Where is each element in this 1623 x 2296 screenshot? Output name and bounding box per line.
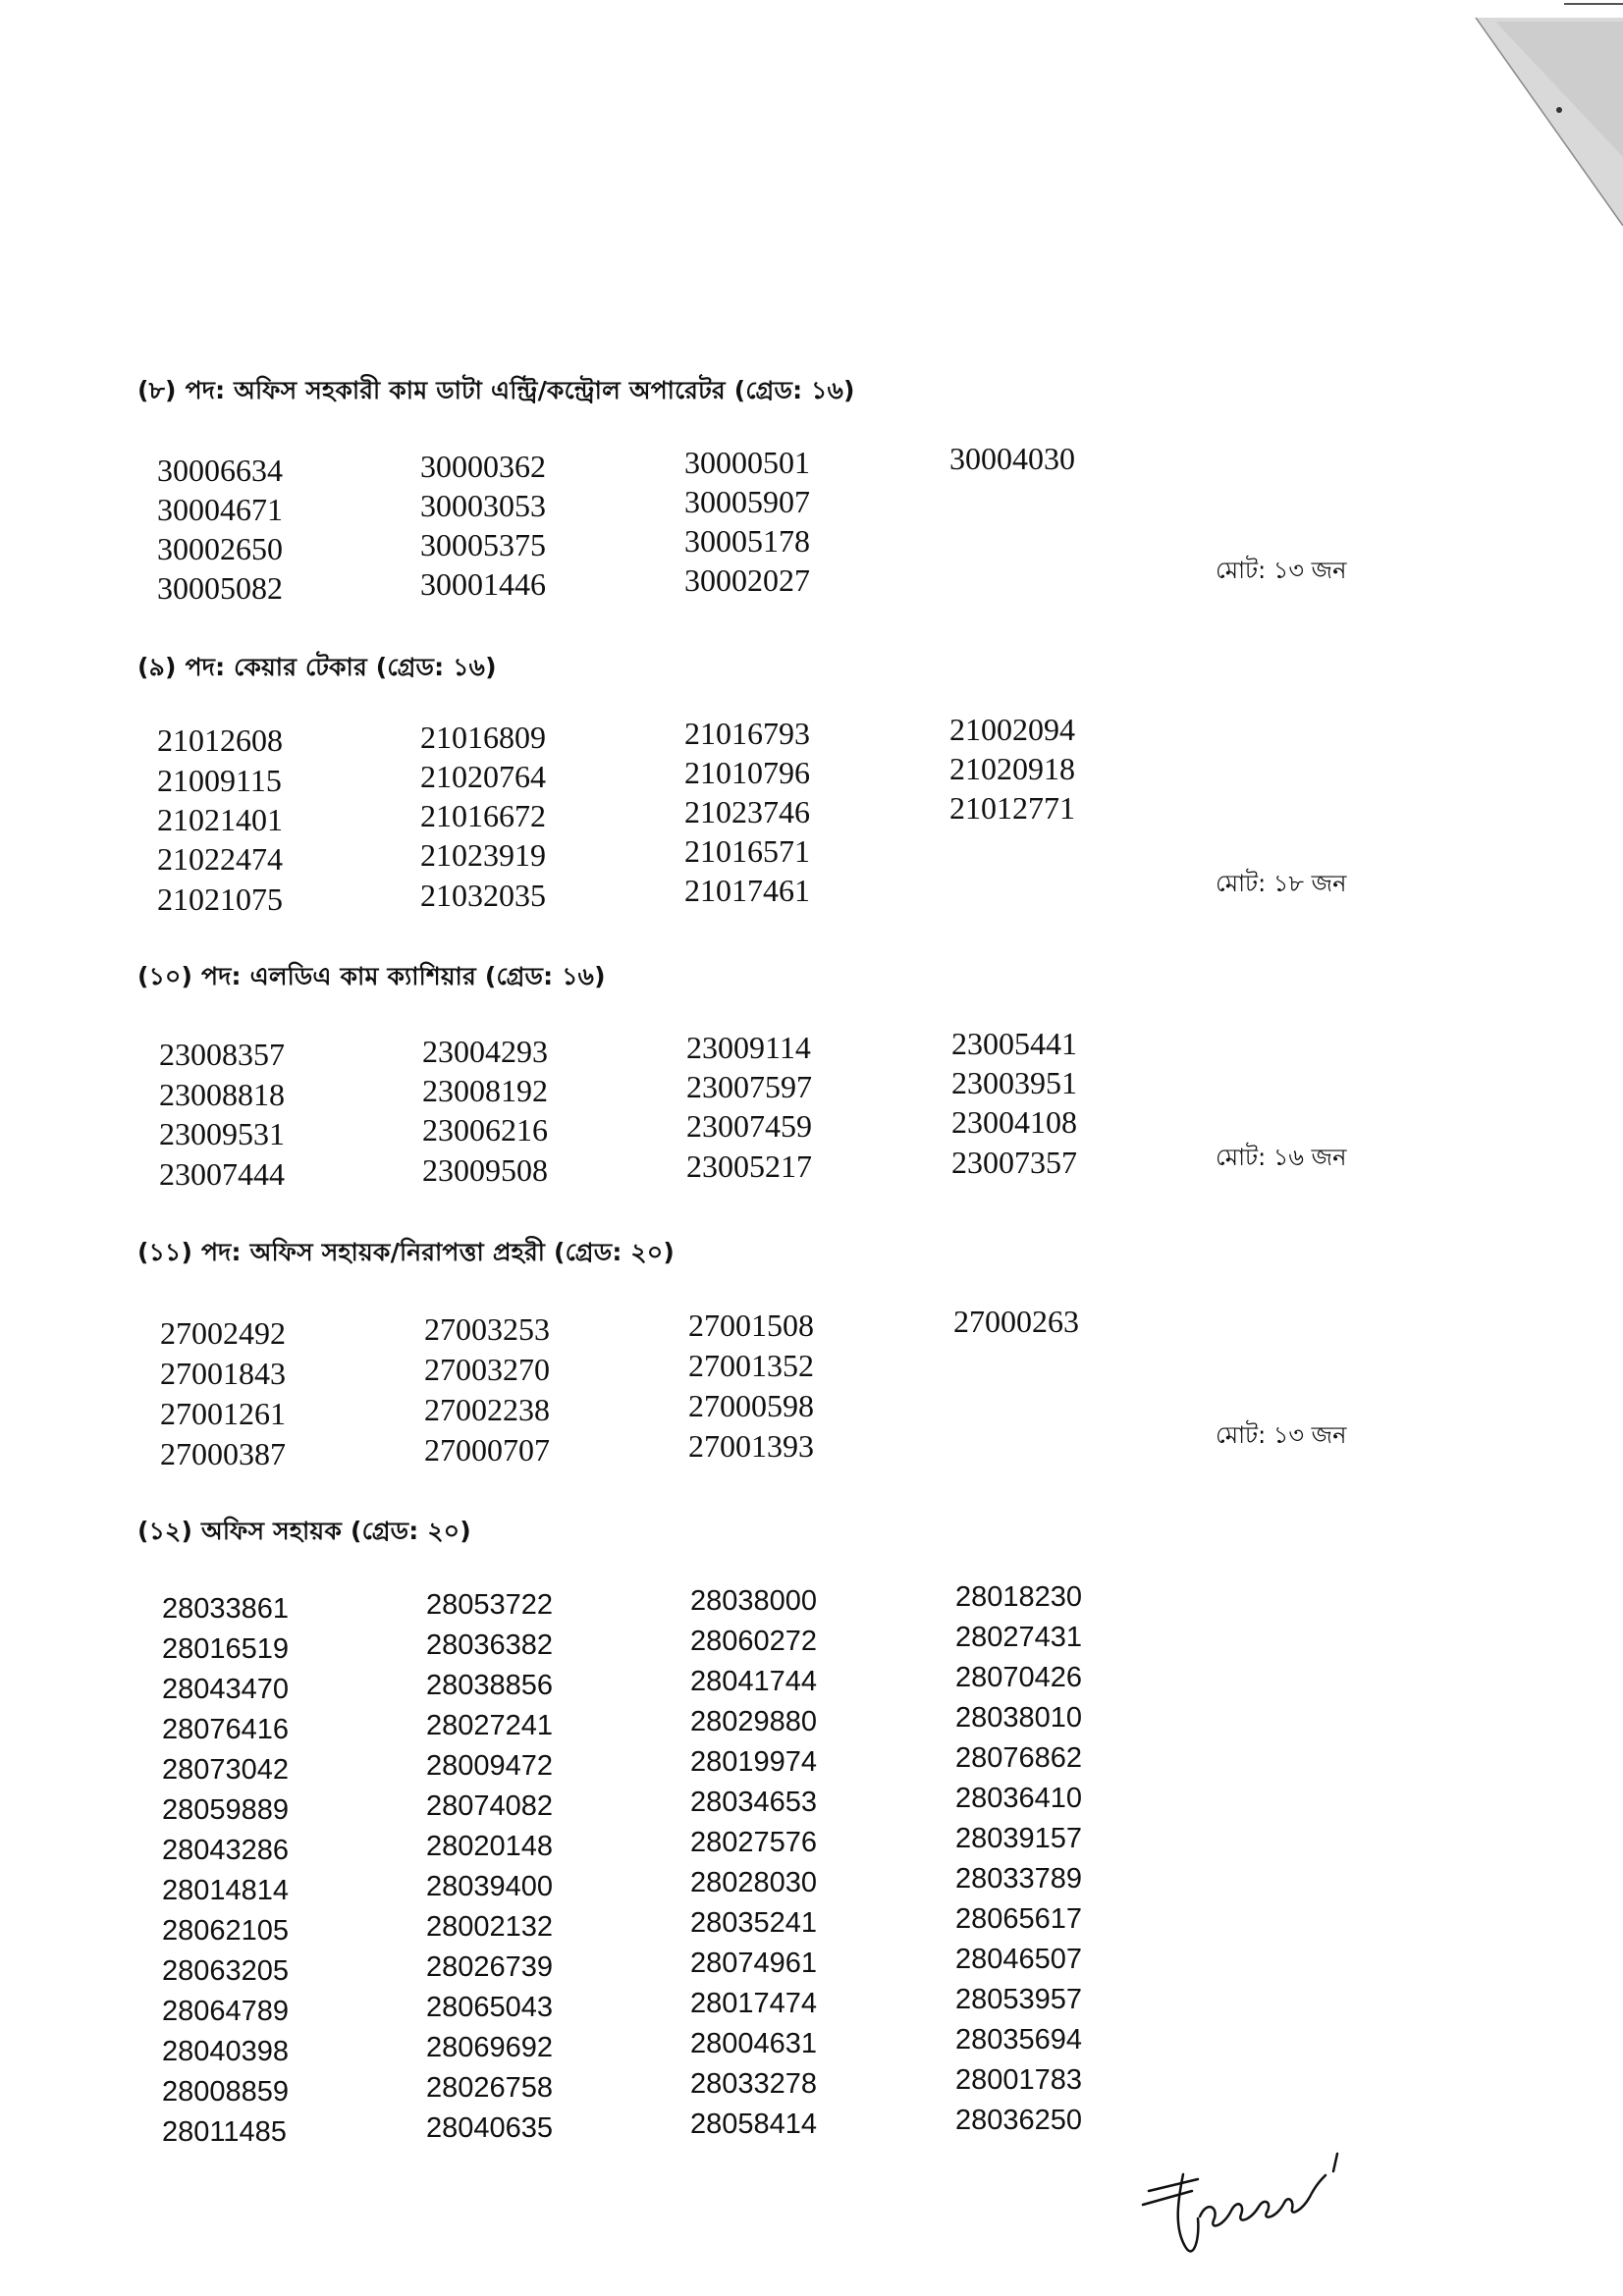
roll-number: 27000387 bbox=[160, 1436, 286, 1471]
roll-number: 28028030 bbox=[690, 1867, 818, 1898]
roll-number: 27001393 bbox=[688, 1428, 814, 1464]
roll-number: 28065617 bbox=[955, 1903, 1083, 1935]
roll-number: 21010796 bbox=[684, 755, 810, 790]
roll-number: 28043286 bbox=[162, 1835, 290, 1866]
roll-number: 28076416 bbox=[162, 1714, 290, 1745]
roll-number: 23008818 bbox=[159, 1077, 285, 1112]
roll-number: 28053957 bbox=[955, 1984, 1083, 2015]
roll-number: 21016809 bbox=[420, 720, 546, 755]
roll-number: 28063205 bbox=[162, 1955, 290, 1987]
roll-number: 28017474 bbox=[690, 1988, 818, 2019]
roll-number: 28002132 bbox=[426, 1911, 554, 1943]
roll-number: 28035694 bbox=[955, 2024, 1083, 2056]
roll-number: 28020148 bbox=[426, 1831, 554, 1862]
roll-number: 30005375 bbox=[420, 527, 546, 562]
total-count: মোট: ১৩ জন bbox=[1216, 1421, 1347, 1449]
roll-number: 28038000 bbox=[690, 1585, 818, 1617]
roll-number: 21017461 bbox=[684, 873, 810, 908]
roll-number: 28014814 bbox=[162, 1875, 290, 1906]
roll-number: 30004030 bbox=[949, 441, 1075, 476]
roll-number: 21016793 bbox=[684, 716, 810, 751]
roll-number: 28065043 bbox=[426, 1992, 554, 2023]
roll-number: 28062105 bbox=[162, 1915, 290, 1947]
roll-number: 27002492 bbox=[160, 1315, 286, 1351]
roll-number: 28040635 bbox=[426, 2112, 554, 2144]
roll-number: 28043470 bbox=[162, 1674, 290, 1705]
roll-number: 23005217 bbox=[686, 1148, 812, 1184]
roll-number: 27000263 bbox=[953, 1304, 1079, 1339]
roll-number: 28059889 bbox=[162, 1794, 290, 1826]
roll-number: 30001446 bbox=[420, 566, 546, 602]
roll-number: 28027576 bbox=[690, 1827, 818, 1858]
roll-number: 28036250 bbox=[955, 2105, 1083, 2136]
roll-number: 23009531 bbox=[159, 1116, 285, 1151]
roll-number: 21023746 bbox=[684, 794, 810, 829]
roll-number: 28073042 bbox=[162, 1754, 290, 1786]
roll-number: 23008357 bbox=[159, 1037, 285, 1072]
roll-number: 30000362 bbox=[420, 449, 546, 484]
roll-number: 30000501 bbox=[684, 445, 810, 480]
roll-number: 28029880 bbox=[690, 1706, 818, 1737]
roll-number: 30006634 bbox=[157, 453, 283, 488]
roll-number: 23005441 bbox=[951, 1026, 1077, 1061]
roll-number: 28069692 bbox=[426, 2032, 554, 2063]
roll-number: 27000598 bbox=[688, 1388, 814, 1423]
roll-number: 28027241 bbox=[426, 1710, 554, 1741]
roll-number: 28039400 bbox=[426, 1871, 554, 1902]
roll-number: 28008859 bbox=[162, 2076, 290, 2108]
roll-number: 21020918 bbox=[949, 751, 1075, 786]
roll-number: 21012608 bbox=[157, 722, 283, 758]
section-heading: (১০) পদ: এলডিএ কাম ক্যাশিয়ার (গ্রেড: ১৬) bbox=[137, 962, 606, 990]
roll-number: 30003053 bbox=[420, 488, 546, 523]
roll-number: 21012771 bbox=[949, 790, 1075, 826]
roll-number: 23007357 bbox=[951, 1145, 1077, 1180]
roll-number: 28018230 bbox=[955, 1581, 1083, 1613]
scan-corner-shadow bbox=[1436, 0, 1623, 226]
roll-number: 21032035 bbox=[420, 878, 546, 913]
roll-number: 21016571 bbox=[684, 833, 810, 869]
roll-number: 28038856 bbox=[426, 1670, 554, 1701]
roll-number: 28058414 bbox=[690, 2109, 818, 2140]
roll-number: 28070426 bbox=[955, 1662, 1083, 1693]
roll-number: 28053722 bbox=[426, 1589, 554, 1621]
roll-number: 28016519 bbox=[162, 1633, 290, 1665]
roll-number: 23004293 bbox=[422, 1034, 548, 1069]
roll-number: 23008192 bbox=[422, 1073, 548, 1108]
roll-number: 27003270 bbox=[424, 1352, 550, 1387]
roll-number: 27002238 bbox=[424, 1392, 550, 1427]
roll-number: 28076862 bbox=[955, 1742, 1083, 1774]
roll-number: 27001508 bbox=[688, 1308, 814, 1343]
roll-number: 21022474 bbox=[157, 841, 283, 877]
roll-number: 28039157 bbox=[955, 1823, 1083, 1854]
roll-number: 23004108 bbox=[951, 1104, 1077, 1140]
roll-number: 27000707 bbox=[424, 1432, 550, 1468]
roll-number: 28004631 bbox=[690, 2028, 818, 2059]
roll-number: 28009472 bbox=[426, 1750, 554, 1782]
roll-number: 28038010 bbox=[955, 1702, 1083, 1734]
roll-number: 28027431 bbox=[955, 1622, 1083, 1653]
roll-number: 27001261 bbox=[160, 1396, 286, 1431]
roll-number: 30005082 bbox=[157, 570, 283, 606]
section-heading: (১২) অফিস সহায়ক (গ্রেড: ২০) bbox=[137, 1517, 471, 1545]
roll-number: 28001783 bbox=[955, 2064, 1083, 2096]
roll-number: 28046507 bbox=[955, 1944, 1083, 1975]
roll-number: 28033278 bbox=[690, 2068, 818, 2100]
roll-number: 23007459 bbox=[686, 1108, 812, 1144]
roll-number: 21021401 bbox=[157, 802, 283, 837]
roll-number: 28034653 bbox=[690, 1787, 818, 1818]
roll-number: 28036382 bbox=[426, 1629, 554, 1661]
total-count: মোট: ১৮ জন bbox=[1216, 870, 1347, 897]
roll-number: 28011485 bbox=[162, 2116, 287, 2148]
roll-number: 28033861 bbox=[162, 1593, 290, 1625]
total-count: মোট: ১৩ জন bbox=[1216, 557, 1347, 584]
roll-number: 21023919 bbox=[420, 837, 546, 873]
roll-number: 21020764 bbox=[420, 759, 546, 794]
roll-number: 23003951 bbox=[951, 1065, 1077, 1100]
roll-number: 28074082 bbox=[426, 1790, 554, 1822]
roll-number: 28035241 bbox=[690, 1907, 818, 1939]
total-count: মোট: ১৬ জন bbox=[1216, 1144, 1347, 1171]
roll-number: 23007597 bbox=[686, 1069, 812, 1104]
roll-number: 28041744 bbox=[690, 1666, 818, 1697]
roll-number: 23009114 bbox=[686, 1030, 811, 1065]
roll-number: 21002094 bbox=[949, 712, 1075, 747]
roll-number: 28040398 bbox=[162, 2036, 290, 2067]
section-heading: (৮) পদ: অফিস সহকারী কাম ডাটা এন্ট্রি/কন্ট্রোল অপারেটর (গ্রেড: ১৬) bbox=[137, 376, 855, 404]
roll-number: 28060272 bbox=[690, 1626, 818, 1657]
section-heading: (১১) পদ: অফিস সহায়ক/নিরাপত্তা প্রহরী (গ্রেড: ২০) bbox=[137, 1238, 675, 1266]
roll-number: 30005907 bbox=[684, 484, 810, 519]
roll-number: 23009508 bbox=[422, 1152, 548, 1188]
roll-number: 23007444 bbox=[159, 1156, 285, 1192]
roll-number: 21016672 bbox=[420, 798, 546, 833]
roll-number: 30002650 bbox=[157, 531, 283, 566]
roll-number: 30004671 bbox=[157, 492, 283, 527]
roll-number: 21021075 bbox=[157, 881, 283, 917]
roll-number: 28064789 bbox=[162, 1996, 290, 2027]
roll-number: 21009115 bbox=[157, 763, 282, 798]
roll-number: 30005178 bbox=[684, 523, 810, 559]
roll-number: 28033789 bbox=[955, 1863, 1083, 1895]
handwritten-signature bbox=[1129, 2140, 1355, 2268]
roll-number: 28019974 bbox=[690, 1746, 818, 1778]
roll-number: 27001352 bbox=[688, 1348, 814, 1383]
roll-number: 27001843 bbox=[160, 1356, 286, 1391]
roll-number: 28026739 bbox=[426, 1951, 554, 1983]
roll-number: 23006216 bbox=[422, 1112, 548, 1148]
roll-number: 28074961 bbox=[690, 1948, 818, 1979]
roll-number: 30002027 bbox=[684, 562, 810, 598]
roll-number: 27003253 bbox=[424, 1311, 550, 1347]
roll-number: 28026758 bbox=[426, 2072, 554, 2104]
section-heading: (৯) পদ: কেয়ার টেকার (গ্রেড: ১৬) bbox=[137, 653, 497, 681]
roll-number: 28036410 bbox=[955, 1783, 1083, 1814]
